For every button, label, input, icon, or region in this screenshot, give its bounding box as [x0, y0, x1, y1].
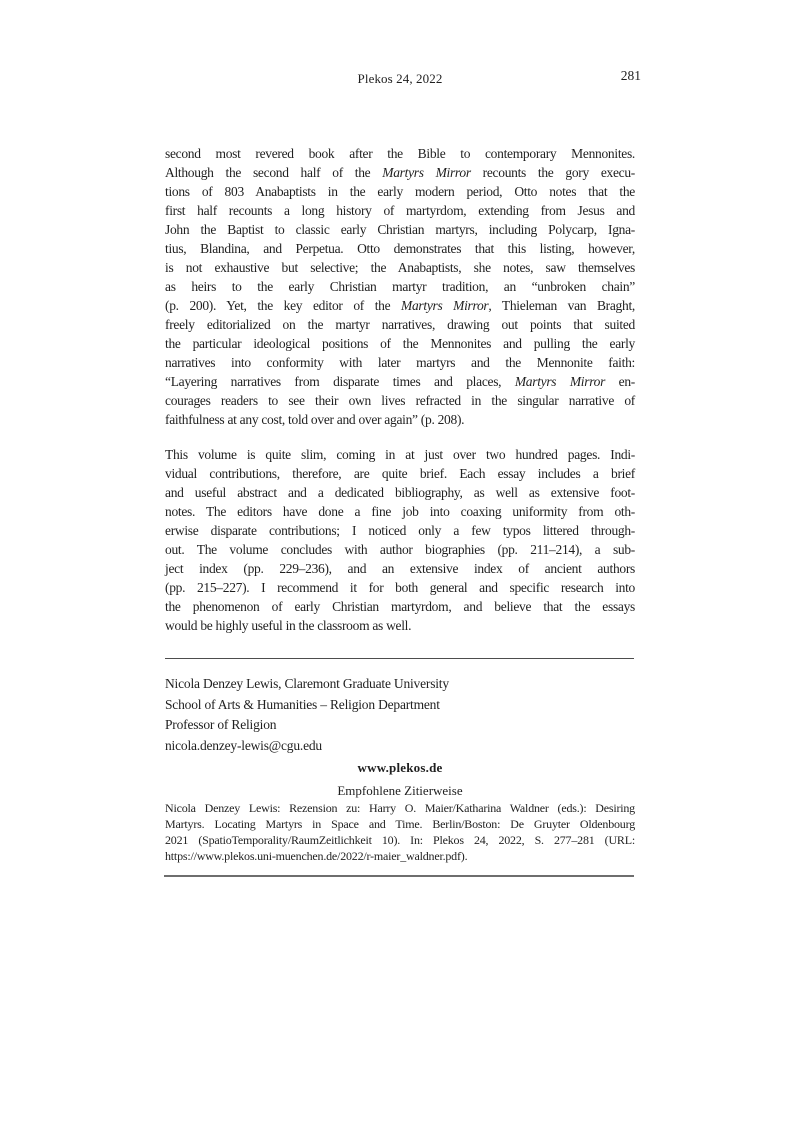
- text-line: 2021 (SpatioTemporality/RaumZeitlichkeit 10). In: Plekos 24, 2022, S. 277–281 (URL:: [165, 833, 635, 847]
- text-segment: is not exhaustive but selective; the Anabaptists, she notes, saw themselves: [165, 260, 635, 275]
- citation-heading: Empfohlene Zitierweise: [337, 783, 463, 798]
- text-segment: as heirs to the early Christian martyr tradition, an “unbroken chain”: [165, 279, 635, 294]
- text-line: [165, 502, 635, 521]
- text-segment: , Thieleman van Braght,: [488, 298, 635, 313]
- text-line: [165, 559, 635, 578]
- italic-title-text: Martyrs Mirror: [401, 298, 489, 313]
- text-segment: the phenomenon of early Christian martyrdom, and believe that the essays: [165, 599, 635, 614]
- text-line: [165, 239, 635, 258]
- text-line: [165, 410, 635, 429]
- text-segment: and useful abstract and a dedicated bibliography, as well as extensive foot-: [165, 485, 635, 500]
- italic-title-text: Martyrs Mirror: [382, 165, 471, 180]
- text-line: [165, 372, 635, 391]
- review-text: [165, 144, 635, 635]
- text-segment: tions of 803 Anabaptists in the early modern period, Otto notes that the: [165, 184, 635, 199]
- text-segment: the particular ideological positions of the Mennonites and pulling the early: [165, 336, 635, 351]
- text-segment: ject index (pp. 229–236), and an extensive index of ancient authors: [165, 561, 635, 576]
- text-line: [165, 578, 635, 597]
- text-line: [165, 616, 635, 635]
- text-line: [165, 334, 635, 353]
- text-line: [165, 445, 635, 464]
- text-segment: erwise disparate contributions; I noticed only a few typos littered through-: [165, 523, 635, 538]
- text-segment: notes. The editors have done a fine job into coaxing uniformity from oth-: [165, 504, 635, 519]
- italic-title-text: Martyrs Mirror: [514, 374, 606, 389]
- text-segment: John the Baptist to classic early Christian martyrs, including Polycarp, Igna-: [165, 222, 635, 237]
- text-segment: narratives into conformity with later martyrs and the Mennonite faith:: [165, 355, 635, 370]
- journal-website: www.plekos.de: [357, 760, 443, 775]
- author-signature-block: [165, 674, 635, 756]
- text-line: [165, 464, 635, 483]
- text-line: [165, 597, 635, 616]
- text-segment: Although the second half of the: [165, 165, 383, 180]
- text-line: [165, 277, 635, 296]
- text-line: [165, 163, 635, 182]
- text-segment: out. The volume concludes with author biographies (pp. 211–214), a sub-: [165, 542, 635, 557]
- text-line: [165, 391, 635, 410]
- text-line: Professor of Religion: [165, 717, 277, 732]
- paragraph: [165, 144, 635, 429]
- text-line: School of Arts & Humanities – Religion Department: [165, 696, 440, 712]
- text-segment: first half recounts a long history of martyrdom, extending from Jesus and: [165, 203, 635, 218]
- text-segment: This volume is quite slim, coming in at just over two hundred pages. Indi-: [165, 447, 635, 462]
- text-segment: courages readers to see their own lives refracted in the singular narrative of: [165, 393, 635, 408]
- text-line: [165, 540, 635, 559]
- text-line: [165, 220, 635, 239]
- text-line: [165, 201, 635, 220]
- text-segment: would be highly useful in the classroom as well.: [165, 618, 412, 633]
- text-line: [165, 483, 635, 502]
- text-line: https://www.plekos.uni-muenchen.de/2022/r-maier_waldner.pdf).: [165, 849, 468, 863]
- recommended-citation: [165, 800, 635, 864]
- text-line: Martyrs. Locating Martyrs in Space and Time. Berlin/Boston: De Gruyter Oldenbourg: [165, 817, 635, 831]
- page-number: 281: [620, 68, 641, 83]
- text-line: [165, 521, 635, 540]
- text-line: Nicola Denzey Lewis: Rezension zu: Harry O. Maier/Katharina Waldner (eds.): Desiring: [165, 801, 635, 815]
- text-segment: (pp. 215–227). I recommend it for both general and specific research into: [165, 580, 635, 595]
- text-segment: en-: [605, 374, 635, 389]
- text-segment: second most revered book after the Bible to contemporary Mennonites.: [165, 146, 635, 161]
- text-line: [165, 182, 635, 201]
- separator-rule-top: [165, 658, 634, 659]
- text-line: [165, 144, 635, 163]
- running-head-journal: Plekos 24, 2022: [357, 71, 443, 86]
- text-segment: vidual contributions, therefore, are quite brief. Each essay includes a brief: [165, 466, 635, 481]
- text-line: [165, 258, 635, 277]
- text-line: [165, 315, 635, 334]
- text-segment: tius, Blandina, and Perpetua. Otto demonstrates that this listing, however,: [165, 241, 635, 256]
- text-segment: faithfulness at any cost, told over and over again” (p. 208).: [165, 412, 465, 427]
- text-line: Nicola Denzey Lewis, Claremont Graduate University: [165, 676, 449, 691]
- paragraph: [165, 445, 635, 635]
- text-segment: recounts the gory execu-: [470, 165, 635, 180]
- text-line: nicola.denzey-lewis@cgu.edu: [165, 737, 322, 753]
- text-line: [165, 296, 635, 315]
- text-segment: freely editorialized on the martyr narratives, drawing out points that suited: [165, 317, 635, 332]
- text-segment: “Layering narratives from disparate times and places,: [165, 374, 515, 389]
- text-segment: (p. 200). Yet, the key editor of the: [165, 298, 402, 313]
- separator-rule-bottom: [164, 875, 634, 877]
- text-line: [165, 353, 635, 372]
